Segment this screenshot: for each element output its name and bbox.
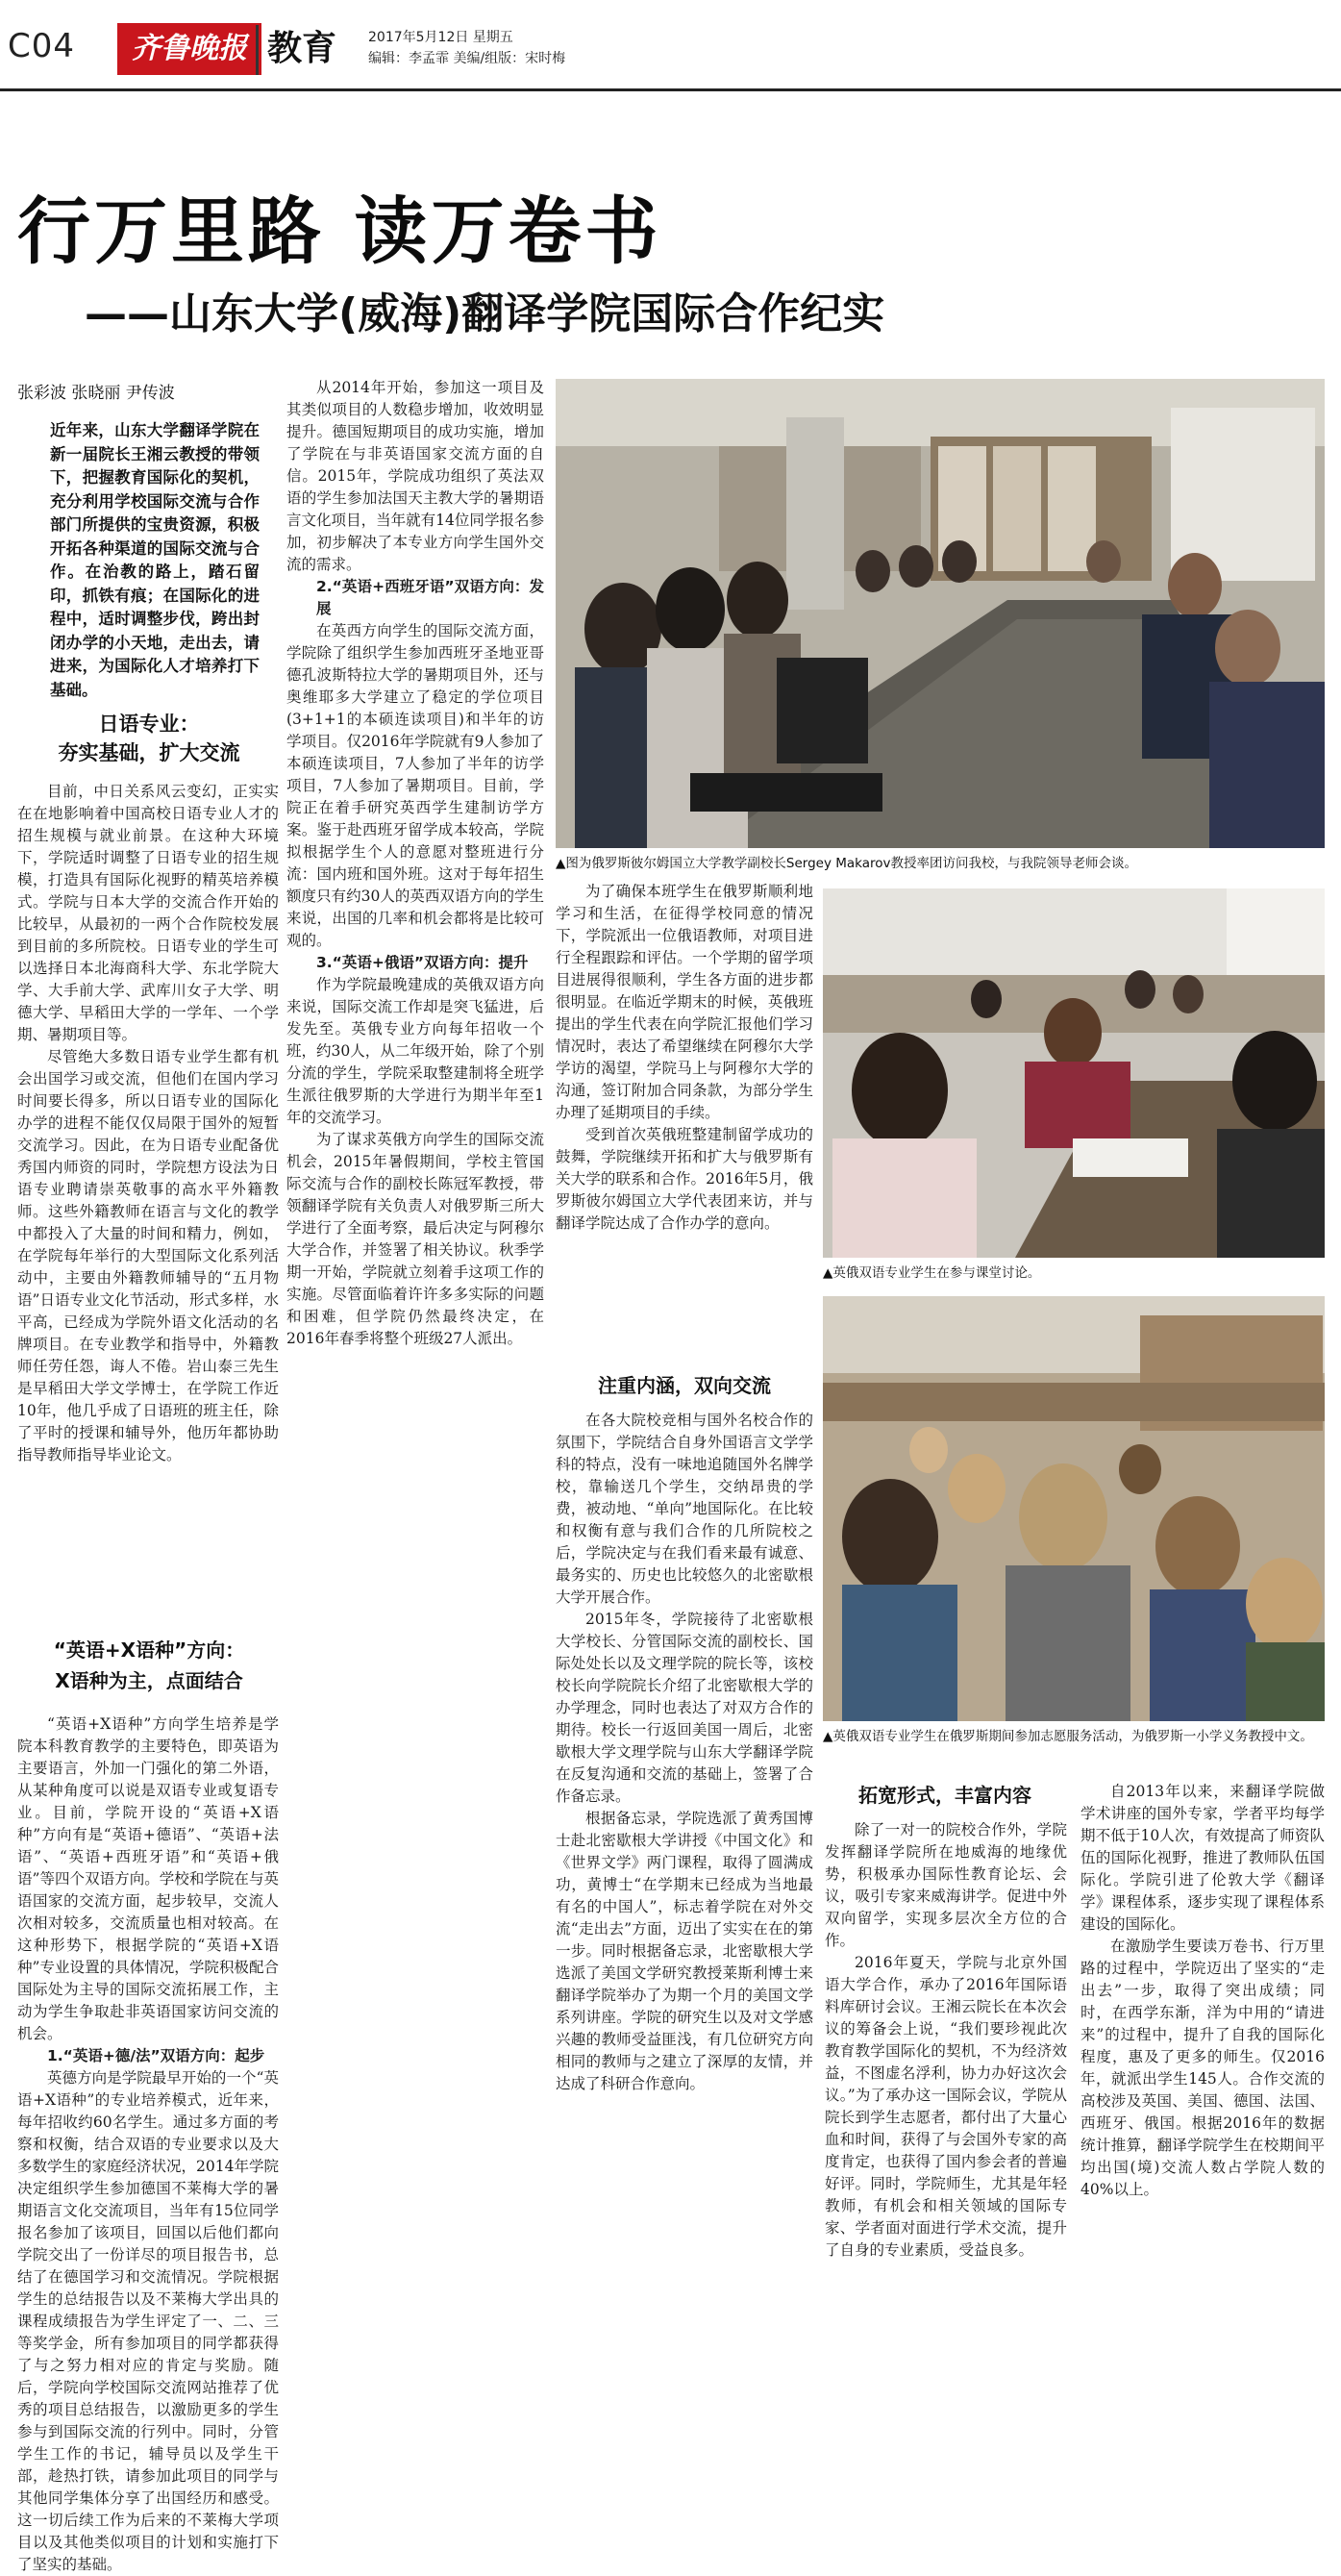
broaden-section-body-right — [1080, 1781, 1325, 2290]
paragraph: 英德方向是学院最早开始的一个“英语+X语种”的专业培养模式，近年来，每年招收约60名学生。通过多方面的考察和权衡，结合双语的专业要求以及大多数学生的家庭经济状况，2014年学院决定组织学生参加德国不莱梅大学的暑期语言文化交流项目，当年有15位同学报名参加了该项目，回国以后他们都向学院交出了一份详尽的项目报告书，总结了在德国学习和交流情况。学院根据学生的总结报告以及不莱梅大学出具的课程成绩报告为学生评定了一、二、三等奖学金，所有参加项目的同学都获得了与之努力相对应的肯定与奖励。随后，学院向学校国际交流网站推荐了优秀的项目总结报告，以激励更多的学生参与到国际交流的行列中。同时，分管学生工作的书记，辅导员以及学生干部，趁热打铁，请参加此项目的同学与其他同学集体分享了出国经历和感受。这一切后续工作为后来的不莱梅大学项目以及其他类似项目的计划和实施打下了坚实的基础。 — [17, 2069, 279, 2573]
issue-date: 2017年5月12日 星期五 — [368, 30, 513, 45]
volunteer-photo-caption: ▲英俄双语专业学生在俄罗斯期间参加志愿服务活动，为俄罗斯一小学义务教授中文。 — [823, 1729, 1313, 1744]
dual-exchange-section-body — [556, 1410, 813, 2290]
column-2-body — [286, 377, 544, 2290]
meeting-photo-caption: ▲图为俄罗斯彼尔姆国立大学教学副校长Sergey Makarov教授率团访问我校，与我院领导老师会谈。 — [556, 856, 1138, 871]
editor-credits: 编辑：李孟霏 美编/组版：宋时梅 — [368, 51, 566, 66]
section-heading-dual-exchange: 注重内涵，双向交流 — [598, 1374, 771, 1397]
subsection-title: 2.“英语+西班牙语”双语方向：发展 — [316, 578, 544, 617]
volunteer-photo — [823, 1296, 1325, 1721]
classroom-photo-graphic — [823, 888, 1325, 1258]
paragraph: 在各大院校竞相与国外名校合作的氛围下，学院结合自身外国语言文学学科的特点，没有一味地追随国外名牌学校，靠输送几个学生，交纳昂贵的学费，被动地、“单向”地国际化。在比较和权衡有意与我们合作的几所院校之后，学院决定与在我们看来最有诚意、最务实的、历史也比较悠久的北密歇根大学开展合作。 — [556, 1412, 813, 1606]
paragraph: 2015年冬，学院接待了北密歇根大学校长、分管国际交流的副校长、国际处处长以及文理学院的院长等，该校校长向学院院长介绍了北密歇根大学的办学理念，同时也表达了对双方合作的期待。校长一行返回美国一周后，北密歇根大学文理学院与山东大学翻译学院在反复沟通和交流的基础上，签署了合作备忘录。 — [556, 1611, 813, 1805]
paragraph: 从2014年开始，参加这一项目及其类似项目的人数稳步增加，收效明显提升。德国短期项目的成功实施，增加了学院在与非英语国家交流方面的自信。2015年，学院成功组织了英法双语的学生参加法国天主教大学的暑期语言文化项目，当年就有14位同学报名参加，初步解决了本专业方向学生国外交流的需求。 — [286, 379, 544, 573]
section-heading-subtitle: 夯实基础，扩大交流 — [58, 741, 240, 764]
paragraph: 为了确保本班学生在俄罗斯顺利地学习和生活，在征得学校同意的情况下，学院派出一位俄语教师，对项目进行全程跟踪和评估。一个学期的留学项目进展得很顺利，学生各方面的进步都很明显。在临近学期末的时候，英俄班提出的学生代表在向学院汇报他们学习情况时，表达了希望继续在阿穆尔大学学访的渴望，学院马上与阿穆尔大学的沟通，签订附加合同条款，为部分学生办理了延期项目的手续。 — [556, 883, 813, 1121]
section-heading-english-x — [19, 1635, 279, 1696]
japanese-section-body — [17, 781, 279, 1617]
byline: 张彩波 张晓丽 尹传波 — [17, 384, 175, 403]
masthead-divider — [256, 25, 259, 75]
broaden-section-body-left — [825, 1819, 1067, 2290]
paragraph: 在激励学生要读万卷书、行万里路的过程中，学院迈出了坚实的“走出去”一步，取得了突出成绩；同时，在西学东渐，洋为中用的“请进来”的过程中，提升了自我的国际化程度，惠及了更多的师生。仅2016年，就派出学生145人。合作交流的高校涉及英国、美国、德国、法国、西班牙、俄国。根据2016年的数据统计推算，翻译学院学生在校期间平均出国(境)交流人数占学院人数的40%以上。 — [1080, 1938, 1325, 2198]
paragraph: 受到首次英俄班整建制留学成功的鼓舞，学院继续开拓和扩大与俄罗斯有关大学的联系和合作。2016年5月，俄罗斯彼尔姆国立大学代表团来访，并与翻译学院达成了合作办学的意向。 — [556, 1126, 813, 1232]
paragraph: 2016年夏天，学院与北京外国语大学合作，承办了2016年国际语料库研讨会议。王湘云院长在本次会议的筹备会上说，“我们要珍视此次教育教学国际化的契机，不为经济效益，不图虚名浮利，协力办好这次会议。”为了承办这一国际会议，学院从院长到学生志愿者，都付出了大量心血和时间，获得了与会国外专家的高度肯定，也获得了国内参会者的普遍好评。同时，学院师生，尤其是年轻教师，有机会和相关领域的国际专家、学者面对面进行学术交流，提升了自身的专业素质，受益良多。 — [825, 1954, 1067, 2259]
paragraph: 除了一对一的院校合作外，学院发挥翻译学院所在地威海的地缘优势，积极承办国际性教育论坛、会议，吸引专家来威海讲学。促进中外双向留学，实现多层次全方位的合作。 — [825, 1821, 1067, 1949]
subheadline: ——山东大学(威海)翻译学院国际合作纪实 — [85, 289, 885, 338]
paragraph: 在英西方向学生的国际交流方面，学院除了组织学生参加西班牙圣地亚哥德孔波斯特拉大学的暑期项目外，还与奥维耶多大学建立了稳定的学位项目(3+1+1的本硕连读项目)和半年的访学项目。仅2016年学院就有9人参加了本硕连读项目，7人参加了半年的访学项目，7人参加了暑期项目。目前，学院正在着手研究英西学生建制访学方案。鉴于赴西班牙留学成本较高，学院拟根据学生个人的意愿对整班进行分流：国内班和国外班。这对于每年招生额度只有约30人的英西双语方向的学生来说，出国的几率和机会都将是比较可观的。 — [286, 622, 544, 949]
paragraph: 自2013年以来，来翻译学院做学术讲座的国外专家，学者平均每学期不低于10人次，有效提高了师资队伍的国际化视野，推进了教师队伍国际化。学院引进了伦敦大学《翻译学》课程体系，逐步实现了课程体系建设的国际化。 — [1080, 1783, 1325, 1933]
section-heading-title: “英语+X语种”方向： — [53, 1638, 245, 1662]
paragraph: 为了谋求英俄方向学生的国际交流机会，2015年暑假期间，学校主管国际交流与合作的副校长陈冠军教授，带领翻译学院有关负责人对俄罗斯三所大学进行了全面考察，最后决定与阿穆尔大学合作，并签署了相关协议。秋季学期一开始，学院就立刻着手这项工作的实施。尽管面临着许许多多实际的问题和困难，但学院仍然最终决定，在2016年春季将整个班级27人派出。 — [286, 1131, 544, 1347]
paragraph: 目前，中日关系风云变幻，正实实在在地影响着中国高校日语专业人才的招生规模与就业前景。在这种大环境下，学院适时调整了日语专业的招生规模，打造具有国际化视野的精英培养模式。学院与日本大学的交流合作开始的比较早，从最初的一两个合作院校发展到目前的多所院校。日语专业的学生可以选择日本北海商科大学、东北学院大学、大手前大学、武库川女子大学、明德大学、早稻田大学的一学年、一个学期、暑期项目等。 — [17, 783, 279, 1043]
section-name: 教育 — [267, 28, 337, 68]
classroom-photo — [823, 888, 1325, 1258]
headline: 行万里路 读万卷书 — [17, 188, 662, 274]
volunteer-photo-graphic — [823, 1296, 1325, 1721]
column-3-top-body — [556, 881, 813, 1367]
section-heading-subtitle: X语种为主，点面结合 — [55, 1669, 243, 1692]
newspaper-logo: 齐鲁晚报 — [117, 23, 261, 75]
section-heading-title: 日语专业： — [98, 713, 200, 736]
meeting-photo-graphic — [556, 379, 1325, 848]
paragraph: “英语+X语种”方向学生培养是学院本科教育教学的主要特色，即英语为主要语言，外加一门强化的第二外语，从某种角度可以说是双语专业或复语专业。目前，学院开设的“英语+X语种”方向有是“英语+德语”、“英语+法语”、“英语+西班牙语”和“英语+俄语”等四个双语方向。学校和学院在与英语国家的交流方面，起步较早，交流人次相对较多，交流质量也相对较高。在这种形势下，根据学院的“英语+X语种”专业设置的具体情况，学院积极配合国际处为主导的国际交流拓展工作，主动为学生争取赴非英语国家访问交流的机会。 — [17, 1715, 279, 2042]
english-x-section-body — [17, 1713, 279, 2573]
page-number: C04 — [8, 27, 76, 65]
classroom-photo-caption: ▲英俄双语专业学生在参与课堂讨论。 — [823, 1265, 1041, 1281]
paragraph: 根据备忘录，学院选派了黄秀国博士赴北密歇根大学讲授《中国文化》和《世界文学》两门课程，取得了圆满成功，黄博士“在学期末已经成为当地最有名的中国人”，标志着学院在对外交流“走出去”方面，迈出了实实在在的第一步。同时根据备忘录，北密歇根大学选派了美国文学研究教授莱斯利博士来翻译学院举办了为期一个月的美国文学系列讲座。学院的研究生以及对文学感兴趣的教师受益匪浅，有几位研究方向相同的教师与之建立了深厚的友情，并达成了科研合作意向。 — [556, 1810, 813, 2092]
paragraph: 尽管绝大多数日语专业学生都有机会出国学习或交流，但他们在国内学习时间要长得多，所以日语专业的国际化办学的进程不能仅仅局限于国外的短暂交流学习。因此，在为日语专业配备优秀国内师资的同时，学院想方设法为日语专业聘请崇英敬事的高水平外籍教师。这些外籍教师在语言与文化的教学中都投入了大量的时间和精力，例如，在学院每年举行的大型国际文化系列活动中，主要由外籍教师辅导的“五月物语”日语专业文化节活动，形式多样，水平高，已经成为学院外语文化活动的名牌项目。在专业教学和指导中，外籍教师任劳任怨，诲人不倦。岩山泰三先生是早稻田大学文学博士，在学院工作近10年，他几乎成了日语班的班主任，除了平时的授课和辅导外，他历年都协助指导教师指导毕业论文。 — [17, 1048, 279, 1463]
subsection-title: 3.“英语+俄语”双语方向：提升 — [316, 954, 529, 971]
masthead-rule — [0, 88, 1341, 91]
paragraph: 作为学院最晚建成的英俄双语方向来说，国际交流工作却是突飞猛进，后发先至。英俄专业方向每年招收一个班，约30人，从二年级开始，除了个别分流的学生，学院采取整建制将全班学生派往俄罗斯的大学进行为期半年至1年的交流学习。 — [286, 976, 544, 1126]
section-heading-japanese — [19, 710, 279, 767]
lead-paragraph: 近年来，山东大学翻译学院在新一届院长王湘云教授的带领下，把握教育国际化的契机，充分利用学校国际交流与合作部门所提供的宝贵资源，积极开拓各种渠道的国际交流与合作。在治教的路上，踏石留印，抓铁有痕；在国际化的进程中，适时调整步伐，跨出封闭办学的小天地，走出去，请进来，为国际化人才培养打下基础。 — [50, 421, 260, 699]
meeting-photo — [556, 379, 1325, 848]
subsection-title: 1.“英语+德/法”双语方向：起步 — [47, 2047, 265, 2064]
section-heading-broaden: 拓宽形式，丰富内容 — [858, 1784, 1031, 1807]
